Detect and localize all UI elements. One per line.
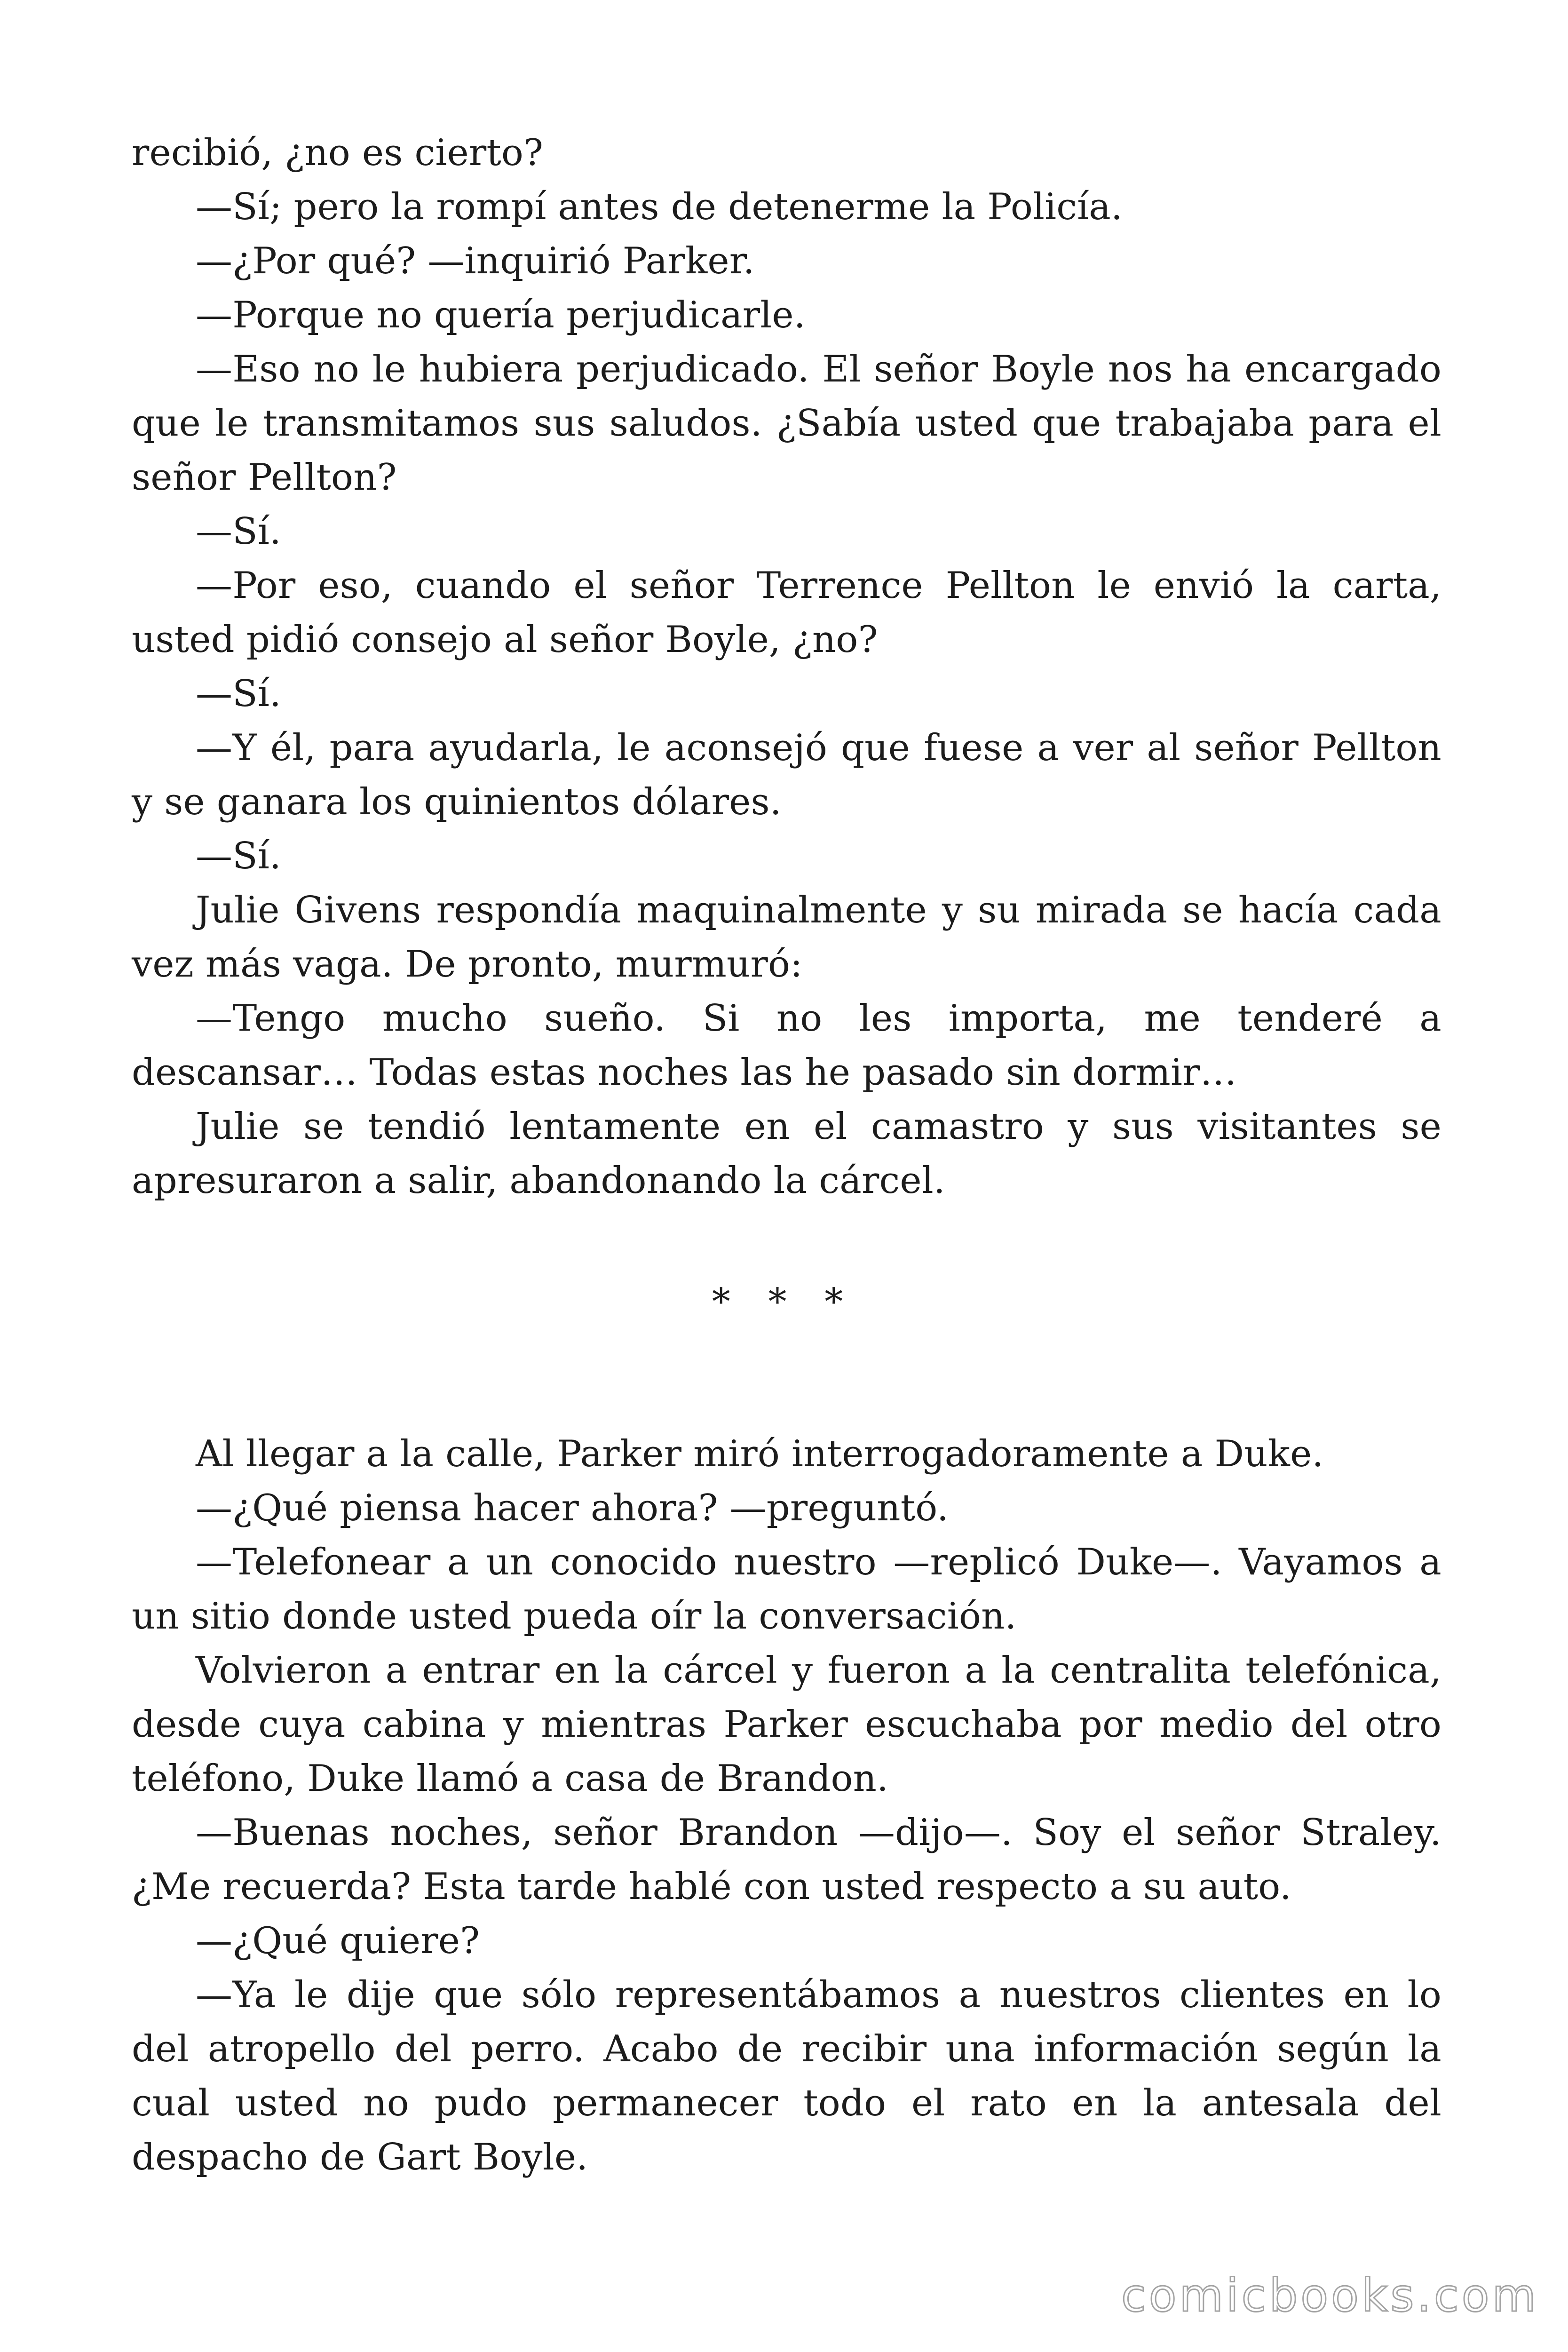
paragraph: —Sí. — [196, 510, 281, 553]
text-block-top — [132, 126, 1441, 1208]
paragraph: —Por eso, cuando el señor Terrence Pellton le envió la carta, usted pidió consejo al señor Boyle, ¿no? — [132, 564, 1441, 661]
paragraph: —Sí. — [196, 835, 281, 877]
paragraph: —Tengo mucho sueño. Si no les importa, me tenderé a descansar… Todas estas noches las he pasado sin dormir… — [132, 997, 1441, 1094]
paragraph: —Eso no le hubiera perjudicado. El señor Boyle nos ha encargado que le transmitamos sus saludos. ¿Sabía usted que trabajaba para el señor Pellton? — [132, 348, 1441, 499]
paragraph: —Telefonear a un conocido nuestro —replicó Duke—. Vayamos a un sitio donde usted pueda oír la conversación. — [132, 1541, 1441, 1637]
paragraph: —¿Qué quiere? — [196, 1920, 480, 1962]
paragraph: —¿Qué piensa hacer ahora? —preguntó. — [196, 1487, 949, 1529]
paragraph: Julie se tendió lentamente en el camastro y sus visitantes se apresuraron a salir, abandonando la cárcel. — [132, 1105, 1441, 1202]
paragraph: —Sí. — [196, 673, 281, 715]
paragraph: —¿Por qué? —inquirió Parker. — [196, 240, 755, 282]
paragraph: —Porque no quería perjudicarle. — [196, 294, 806, 336]
paragraph: —Y él, para ayudarla, le aconsejó que fuese a ver al señor Pellton y se ganara los quinientos dólares. — [132, 727, 1441, 823]
paragraph: recibió, ¿no es cierto? — [132, 132, 544, 174]
paragraph: —Sí; pero la rompí antes de detenerme la Policía. — [196, 186, 1123, 228]
paragraph: —Ya le dije que sólo representábamos a nuestros clientes en lo del atropello del perro. Acabo de recibir una información según la cual usted no pudo permanecer todo el rato en la antesala del despacho de Gart Boyle. — [132, 1974, 1441, 2178]
paragraph: Julie Givens respondía maquinalmente y su mirada se hacía cada vez más vaga. De pronto, murmuró: — [132, 889, 1441, 985]
paragraph: Volvieron a entrar en la cárcel y fueron a la centralita telefónica, desde cuya cabina y mientras Parker escuchaba por medio del otro teléfono, Duke llamó a casa de Brandon. — [132, 1649, 1441, 1800]
section-separator: * * * — [712, 1281, 856, 1323]
watermark: comicbooks.com — [1121, 2269, 1539, 2322]
paragraph: —Buenas noches, señor Brandon —dijo—. Soy el señor Straley. ¿Me recuerda? Esta tarde hablé con usted respecto a su auto. — [132, 1812, 1441, 1908]
text-block-bottom — [132, 1427, 1441, 2185]
paragraph: Al llegar a la calle, Parker miró interrogadoramente a Duke. — [196, 1433, 1324, 1475]
